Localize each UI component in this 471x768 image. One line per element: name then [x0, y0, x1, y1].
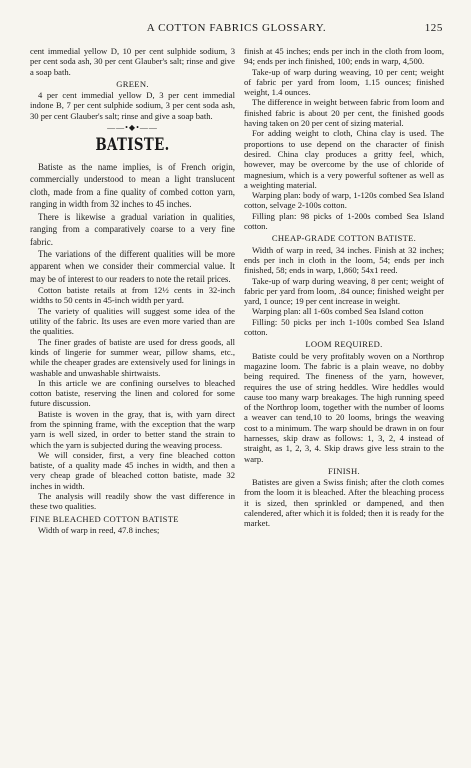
section-heading-fine: FINE BLEACHED COTTON BATISTE — [30, 513, 179, 524]
paragraph: Batiste as the name implies, is of French origin, commercially understood to mean a light translucent cloth, made from a fine quality of combed cotton yarn, ranging in width from 32 inches to 45 inches. — [30, 162, 235, 210]
paragraph: finish at 45 inches; ends per inch in the cloth from loom, 94; ends per inch finished, 100; ends in warp, 4,500. — [244, 46, 444, 67]
paragraph: We will consider, first, a very fine bleached cotton batiste, of a quality made 45 inches in width, and then a very cheap grade of bleached cotton batiste, made 32 inches in width. — [30, 449, 235, 491]
article-title — [30, 133, 235, 157]
paragraph: Take-up of warp during weaving, 8 per cent; weight of fabric per yard from loom, .84 ounce; finished weight per yard, 1 ounce; 19 per cent increase in weight. — [244, 275, 444, 307]
right-column — [244, 46, 444, 529]
left-column — [30, 46, 235, 535]
paragraph: Filling: 50 picks per inch 1-100s combed Sea Island cotton. — [244, 316, 444, 338]
section-heading-loom: LOOM REQUIRED. — [305, 339, 383, 350]
paragraph: The variety of qualities will suggest some idea of the utility of the fabric. Its uses are even more varied than are the qualities. — [30, 305, 235, 337]
paragraph: Batistes are given a Swiss finish; after the cloth comes from the loom it is bleached. After the bleaching process it is sized, then sprinkled or dampened, and then calendered, after which it is folded; then it is ready for the market. — [244, 477, 444, 529]
article-title-text: BATISTE. — [95, 135, 170, 156]
paragraph: Warping plan: body of warp, 1-120s combed Sea Island cotton, selvage 2-100s cotton. — [244, 190, 444, 211]
paragraph: The finer grades of batiste are used for dress goods, all kinds of lingerie for summer wear, pillow shams, etc., while the cheaper grades are extensively used for linings in washable and unwashable shirtwaists. — [30, 336, 235, 378]
section-heading-green: GREEN. — [116, 78, 149, 89]
paragraph: The difference in weight between fabric from loom and finished fabric is about 20 per cent, the finished goods having taken on 20 per cent of sizing material. — [244, 97, 444, 129]
paragraph: Batiste is woven in the gray, that is, with yarn direct from the spinning frame, with the exception that the warp yarn is well sized, in order to better stand the strain to which the yarn is subjected during the weaving process. — [30, 408, 235, 450]
paragraph: There is likewise a gradual variation in qualities, ranging from a comparatively coarse to a very fine fabric. — [30, 211, 235, 247]
section-heading-finish: FINISH. — [328, 465, 360, 476]
paragraph: cent immedial yellow D, 10 per cent sulphide sodium, 3 per cent soda ash, 30 per cent Glauber's salt; rinse and give a soap bath. — [30, 46, 235, 77]
paragraph: Batiste could be very profitably woven on a Northrop magazine loom. The fabric is a plain weave, no dobby being required. The fineness of the yarn, however, requires the use of string heddles. Wire heddles would cause too many warp breakages. The high running speed of the Northrop loom, together with the number of looms a weaver can tend,10 to 20 looms, brings the weaving cost to a minimum. The warp should be drawn in on four harnesses, skip draw as follows: 1, 3, 2, 4 instead of straight, as 1, 2, 3, 4. Skip draws give less strain to the warp. — [244, 350, 444, 464]
paragraph: Take-up of warp during weaving, 10 per cent; weight of fabric per yard from loom, 1.15 ounces; finished weight, 1.4 ounces. — [244, 66, 444, 98]
running-title: A COTTON FABRICS GLOSSARY. — [146, 22, 327, 34]
section-heading-cheap: CHEAP-GRADE COTTON BATISTE. — [271, 233, 417, 244]
paragraph: The variations of the different qualities will be more apparent when we consider their commercial value. It may be of interest to our readers to note the retail prices. — [30, 248, 235, 284]
paragraph: Warping plan: all 1-60s combed Sea Island cotton — [252, 306, 424, 317]
ornament-divider: ——•◆•—— — [107, 123, 158, 133]
paragraph: Filling plan: 98 picks of 1-200s combed Sea Island cotton. — [244, 210, 444, 232]
paragraph: Width of warp in reed, 47.8 inches; — [38, 524, 160, 535]
paragraph: Width of warp in reed, 34 inches. Finish at 32 inches; ends per inch in cloth in the loom, 54; ends per inch finished, 58; ends in warp, 1,860; 54x1 reed. — [244, 244, 444, 276]
paragraph: In this article we are confining ourselves to bleached cotton batiste, reserving the linen and colored for some future discussion. — [30, 377, 235, 409]
paragraph: For adding weight to cloth, China clay is used. The proportions to use depend on the character of finish desired. China clay produces a gritty feel, which, however, may be overcome by the use of chloride of magnesium, which is a very powerful softener as well as a weighting material. — [244, 128, 444, 190]
paragraph: Cotton batiste retails at from 12½ cents in 32-inch widths to 50 cents in 45-inch width per yard. — [30, 285, 235, 306]
running-header — [30, 22, 443, 38]
page-number: 125 — [424, 22, 443, 34]
paragraph: The analysis will readily show the vast difference in these two qualities. — [30, 491, 235, 512]
paragraph: 4 per cent immedial yellow D, 3 per cent immedial indone B, 7 per cent sulphide sodium, 3 per cent soda ash, 30 per cent Glauber's salt; rinse and give a soap bath. — [30, 90, 235, 121]
